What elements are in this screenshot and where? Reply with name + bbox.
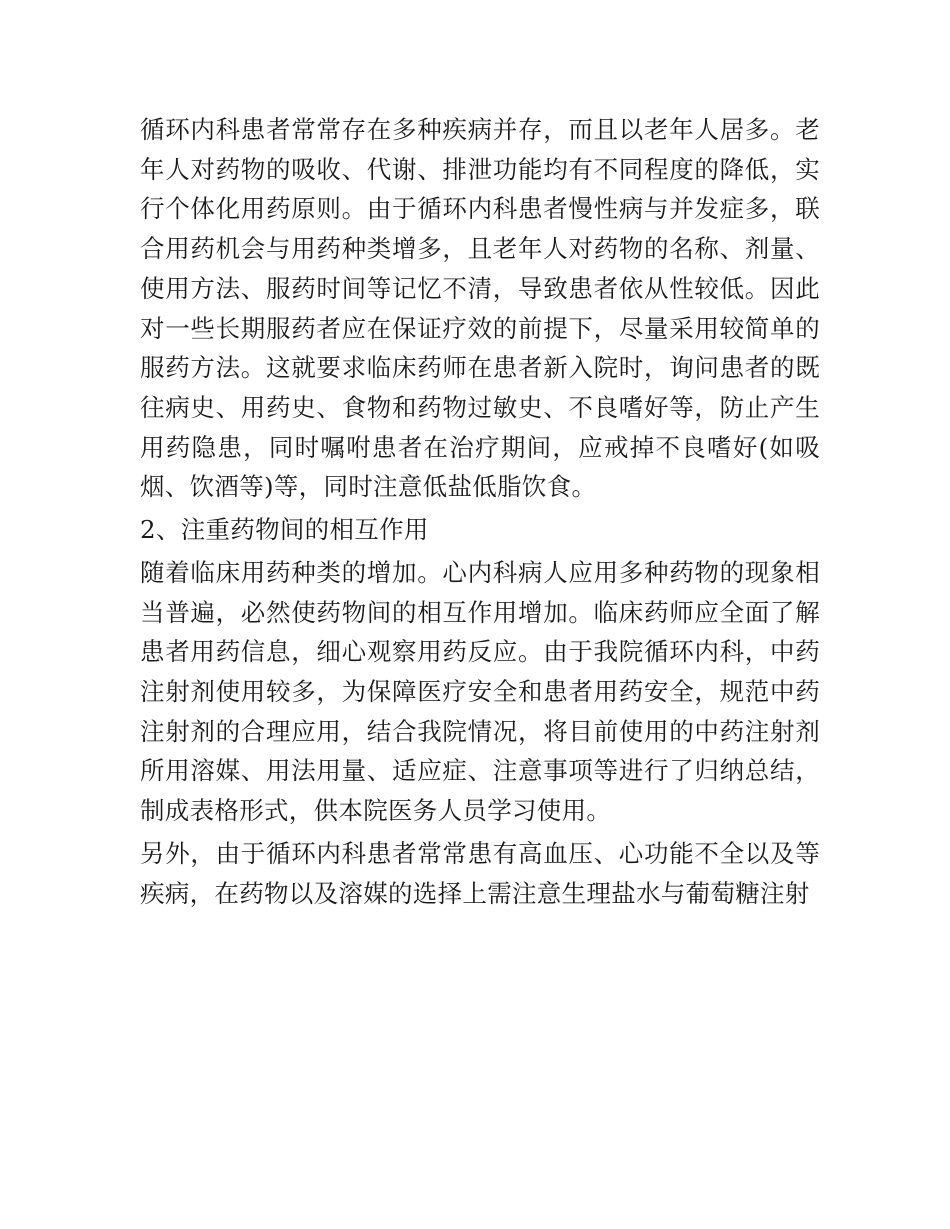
document-body xyxy=(140,110,820,916)
paragraph-elderly-medication: 循环内科患者常常存在多种疾病并存，而且以老年人居多。老年人对药物的吸收、代谢、排泄功能均有不同程度的降低，实行个体化用药原则。由于循环内科患者慢性病与并发症多，联合用药机会与用药种类增多，且老年人对药物的名称、剂量、使用方法、服药时间等记忆不清，导致患者依从性较低。因此对一些长期服药者应在保证疗效的前提下，尽量采用较简单的服药方法。这就要求临床药师在患者新入院时，询问患者的既往病史、用药史、食物和药物过敏史、不良嗜好等，防止产生用药隐患，同时嘱咐患者在治疗期间，应戒掉不良嗜好(如吸烟、饮酒等)等，同时注意低盐低脂饮食。 xyxy=(140,115,820,502)
paragraph-solvent-selection: 另外，由于循环内科患者常常患有高血压、心功能不全以及等疾病，在药物以及溶媒的选择上需注意生理盐水与葡萄糖注射 xyxy=(140,838,820,908)
paragraph-drug-interactions: 随着临床用药种类的增加。心内科病人应用多种药物的现象相当普遍，必然使药物间的相互作用增加。临床药师应全面了解患者用药信息，细心观察用药反应。由于我院循环内科，中药注射剂使用较多，为保障医疗安全和患者用药安全，规范中药注射剂的合理应用，结合我院情况，将目前使用的中药注射剂所用溶媒、用法用量、适应症、注意事项等进行了归纳总结，制成表格形式，供本院医务人员学习使用。 xyxy=(140,557,820,826)
section-heading-drug-interactions: 2、注重药物间的相互作用 xyxy=(140,515,429,545)
